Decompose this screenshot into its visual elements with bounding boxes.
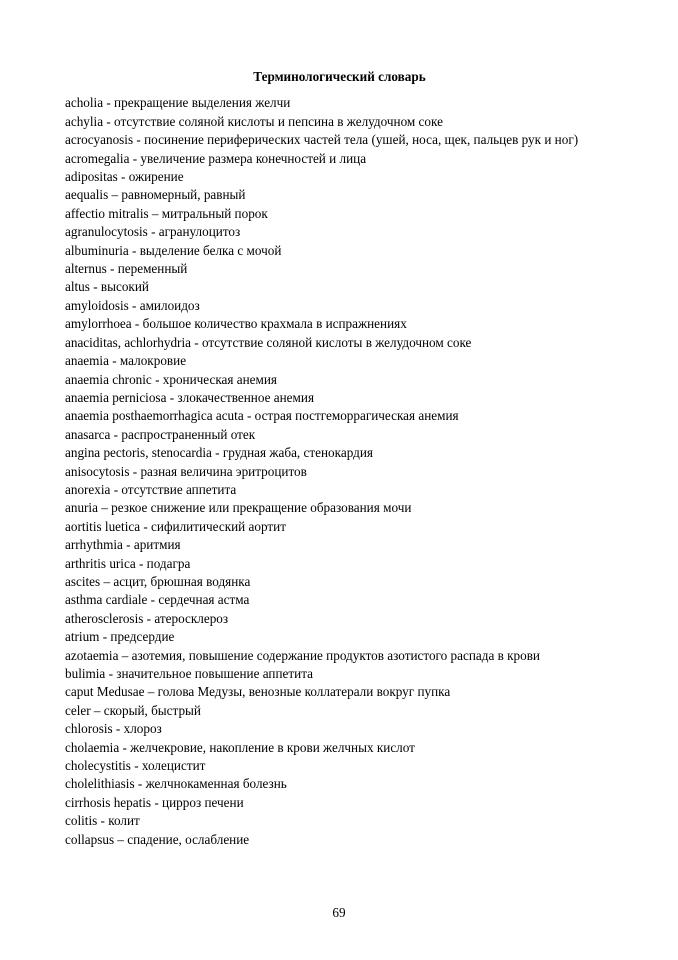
glossary-entry: aequalis – равномерный, равный: [65, 187, 246, 203]
glossary-entry: caput Medusae – голова Медузы, венозные коллатерали вокруг пупка: [65, 684, 451, 700]
glossary-entry: ascites – асцит, брюшная водянка: [65, 573, 251, 589]
glossary-entry: amylorrhoea - большое количество крахмала в испражнениях: [65, 316, 407, 332]
glossary-entry: anisocytosis - разная величина эритроцитов: [65, 463, 307, 479]
glossary-entry: anaemia chronic - хроническая анемия: [65, 371, 277, 387]
glossary-entry: atrium - предсердие: [65, 629, 175, 645]
glossary-entry: arthritis urica - подагра: [65, 555, 191, 571]
glossary-entry: cholaemia - желчекровие, накопление в крови желчных кислот: [65, 739, 415, 755]
glossary-entry: acrocyanosis - посинение периферических частей тела (ушей, носа, щек, пальцев рук и ног): [65, 132, 579, 148]
glossary-list: [65, 94, 614, 849]
glossary-entry: arrhythmia - аритмия: [65, 537, 181, 553]
glossary-entry: altus - высокий: [65, 279, 149, 295]
glossary-entry: chlorosis - хлороз: [65, 721, 162, 737]
glossary-entry: anaemia perniciosa - злокачественное анемия: [65, 389, 315, 405]
glossary-entry: cholecystitis - холецистит: [65, 758, 206, 774]
page-number: 69: [332, 905, 346, 920]
glossary-entry: anaciditas, achlorhydria - отсутствие соляной кислоты в желудочном соке: [65, 334, 472, 350]
page-title: Терминологический словарь: [253, 69, 426, 84]
glossary-entry: atherosclerosis - атеросклероз: [65, 610, 229, 626]
glossary-entry: anaemia - малокровие: [65, 353, 187, 369]
glossary-entry: anasarca - распространенный отек: [65, 426, 256, 442]
glossary-entry: adipositas - ожирение: [65, 169, 184, 185]
glossary-entry: azotaemia – азотемия, повышение содержание продуктов азотистого распада в крови: [65, 647, 540, 663]
glossary-entry: albuminuria - выделение белка с мочой: [65, 242, 282, 258]
document-page: [65, 68, 614, 849]
glossary-entry: angina pectoris, stenocardia - грудная жаба, стенокардия: [65, 445, 373, 461]
glossary-entry: acromegalia - увеличение размера конечностей и лица: [65, 150, 367, 166]
glossary-entry: anuria – резкое снижение или прекращение образования мочи: [65, 500, 412, 516]
glossary-entry: acholia - прекращение выделения желчи: [65, 95, 291, 111]
glossary-entry: agranulocytosis - агранулоцитоз: [65, 224, 241, 240]
glossary-entry: asthma cardiale - сердечная астма: [65, 592, 250, 608]
glossary-entry: aortitis luetica - сифилитический аортит: [65, 518, 286, 534]
glossary-entry: affectio mitralis – митральный порок: [65, 205, 268, 221]
glossary-entry: cirrhosis hepatis - цирроз печени: [65, 794, 244, 810]
glossary-entry: alternus - переменный: [65, 261, 188, 277]
glossary-entry: amyloidosis - амилоидоз: [65, 297, 200, 313]
glossary-entry: bulimia - значительное повышение аппетита: [65, 666, 313, 681]
glossary-entry: cholelithiasis - желчнокаменная болезнь: [65, 776, 287, 792]
glossary-entry: colitis - колит: [65, 813, 140, 829]
glossary-entry: celer – скорый, быстрый: [65, 702, 201, 718]
glossary-entry: anaemia posthaemorrhagica acuta - острая постгеморрагическая анемия: [65, 408, 459, 424]
glossary-entry: achylia - отсутствие соляной кислоты и пепсина в желудочном соке: [65, 113, 443, 129]
glossary-entry: collapsus – спадение, ослабление: [65, 831, 250, 847]
glossary-entry: anorexia - отсутствие аппетита: [65, 481, 237, 497]
